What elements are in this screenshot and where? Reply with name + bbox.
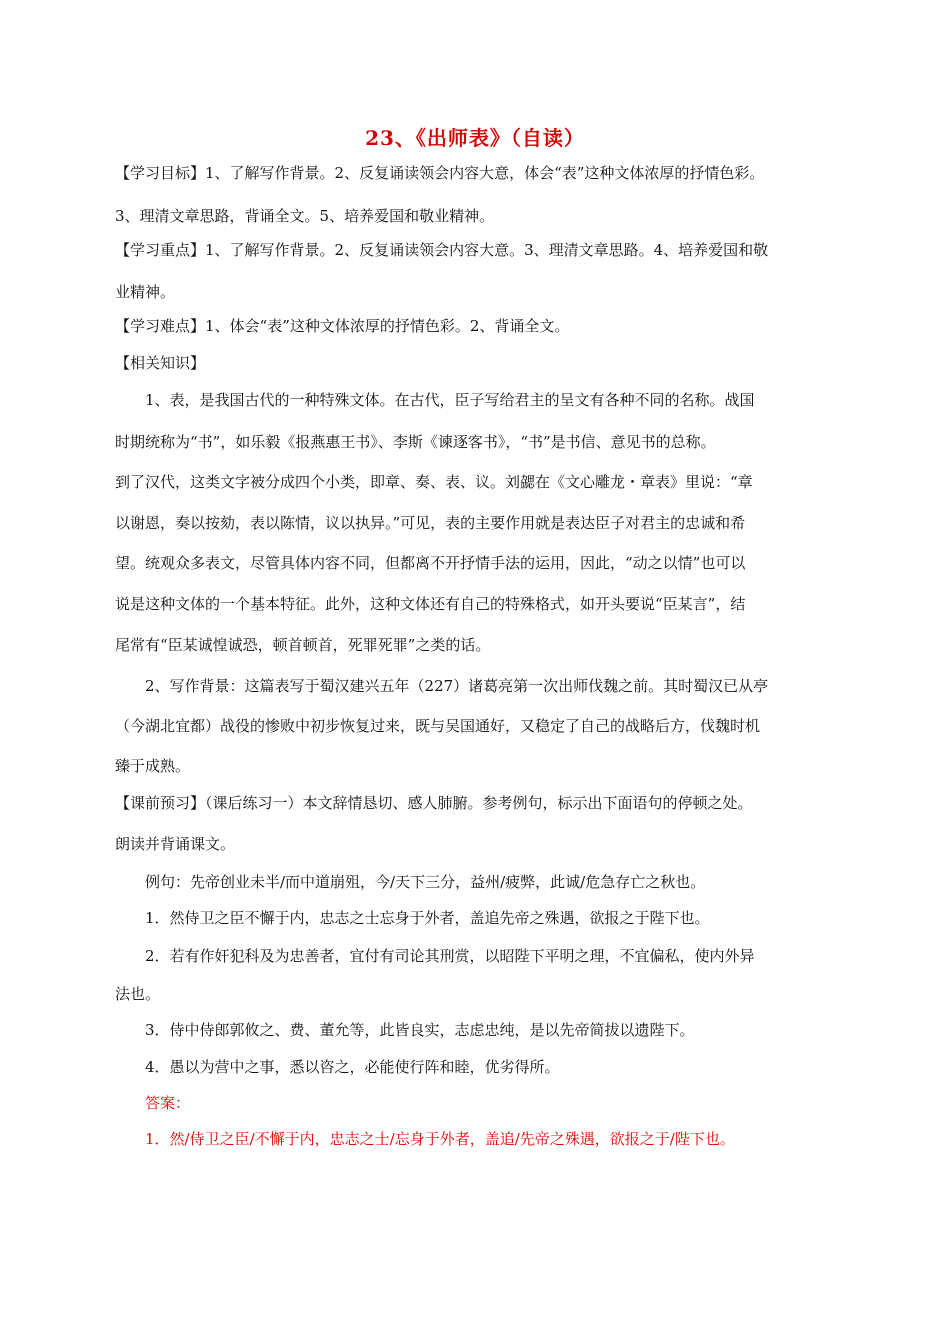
knowledge-paragraph-1-line-3: 到了汉代，这类文字被分成四个小类，即章、奏、表、议。刘勰在《文心雕龙・章表》里说：“章 <box>115 473 753 491</box>
background-line-2: （今湖北宜都）战役的惨败中初步恢复过来，既与吴国通好，又稳定了自己的战略后方，伐魏时机 <box>115 717 761 735</box>
knowledge-paragraph-1-line-7: 尾常有“臣某诚惶诚恐，顿首顿首，死罪死罪”之类的话。 <box>115 636 491 654</box>
learning-goals-line-2: 3、理清文章思路，背诵全文。5、培养爱国和敬业精神。 <box>115 207 495 225</box>
exercise-1: 1．然侍卫之臣不懈于内，忠志之士忘身于外者，盖追先帝之殊遇，欲报之于陛下也。 <box>145 909 710 927</box>
example-sentence: 例句：先帝创业未半/而中道崩殂，今/天下三分，益州/疲弊，此诚/危急存亡之秋也。 <box>145 873 706 891</box>
preview-line-1: 【课前预习】（课后练习一）本文辞情恳切、感人肺腑。参考例句，标示出下面语句的停顿之处。 <box>115 794 753 812</box>
knowledge-paragraph-1-line-1: 1、表，是我国古代的一种特殊文体。在古代，臣子写给君主的呈文有各种不同的名称。战国 <box>145 391 755 409</box>
background-line-1: 2、写作背景：这篇表写于蜀汉建兴五年（227）诸葛亮第一次出师伐魏之前。其时蜀汉已从亭 <box>145 677 769 695</box>
document-title: 23、《出师表》（自读） <box>365 126 585 150</box>
key-points-line-1: 【学习重点】1、了解写作背景。2、反复诵读领会内容大意。3、理清文章思路。4、培养爱国和敬 <box>115 241 769 259</box>
preview-line-2: 朗读并背诵课文。 <box>115 835 236 853</box>
exercise-4: 4．愚以为营中之事，悉以咨之，必能使行阵和睦，优劣得所。 <box>145 1058 560 1076</box>
knowledge-paragraph-1-line-4: 以谢恩，奏以按劾，表以陈情，议以执异。”可见，表的主要作用就是表达臣子对君主的忠诚和希 <box>115 514 746 532</box>
exercise-3: 3．侍中侍郎郭攸之、费、董允等，此皆良实，志虑忠纯，是以先帝简拔以遗陛下。 <box>145 1021 695 1039</box>
answer-heading: 答案： <box>145 1094 191 1112</box>
knowledge-paragraph-1-line-2: 时期统称为“书”，如乐毅《报燕惠王书》、李斯《谏逐客书》，“书”是书信、意见书的总称。 <box>115 433 716 451</box>
answer-1: 1．然/侍卫之臣/不懈于内，忠志之士/忘身于外者，盖追/先帝之殊遇，欲报之于/陛下也。 <box>145 1130 735 1148</box>
knowledge-paragraph-1-line-6: 说是这种文体的一个基本特征。此外，这种文体还有自己的特殊格式，如开头要说“臣某言”，结 <box>115 595 746 613</box>
knowledge-paragraph-1-line-5: 望。统观众多表文，尽管具体内容不同，但都离不开抒情手法的运用，因此，“动之以情”也可以 <box>115 554 746 572</box>
exercise-2-line-2: 法也。 <box>115 985 161 1003</box>
difficulties-line: 【学习难点】1、体会“表”这种文体浓厚的抒情色彩。2、背诵全文。 <box>115 317 570 335</box>
background-line-3: 臻于成熟。 <box>115 757 191 775</box>
key-points-line-2: 业精神。 <box>115 283 176 301</box>
exercise-2-line-1: 2．若有作奸犯科及为忠善者，宜付有司论其刑赏，以昭陛下平明之理，不宜偏私，使内外异 <box>145 947 755 965</box>
related-knowledge-heading: 【相关知识】 <box>115 354 206 372</box>
learning-goals-line-1: 【学习目标】1、了解写作背景。2、反复诵读领会内容大意，体会“表”这种文体浓厚的抒情色彩。 <box>115 164 765 182</box>
